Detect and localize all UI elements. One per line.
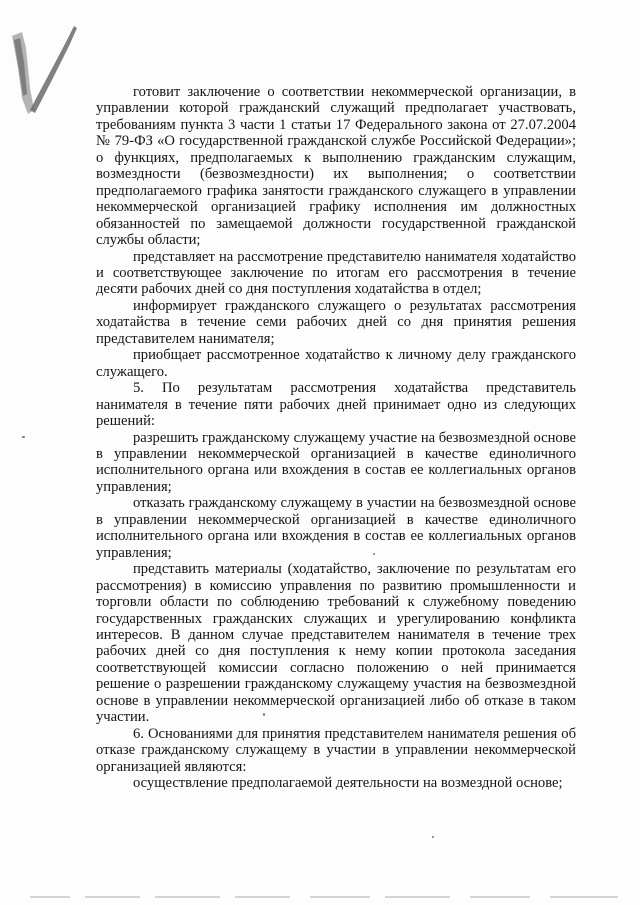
paragraph-item-6: 6. Основаниями для принятия представителем нанимателя решения об отказе гражданскому служащему в участии в управлении некоммерческой организацией являются: bbox=[96, 725, 576, 775]
paragraph-item-5: 5. По результатам рассмотрения ходатайства представитель нанимателя в течение пяти рабочих дней принимает одно из следующих решений: bbox=[96, 380, 576, 430]
scan-artifact-mark bbox=[8, 18, 88, 118]
scan-speck bbox=[263, 713, 265, 716]
paragraph-permit: разрешить гражданскому служащему участие на безвозмездной основе в управлении некоммерческой организацией в качестве единоличного исполнительного органа или вхождения в состав ее коллегиальных органов управления; bbox=[96, 429, 576, 495]
scan-speck bbox=[373, 553, 375, 555]
paragraph-refuse: отказать гражданскому служащему в участии на безвозмездной основе в управлении некоммерческой организацией в качестве единоличного исполнительного органа или вхождения в состав ее коллегиальных органов управления; bbox=[96, 495, 576, 561]
scan-speck bbox=[432, 836, 434, 838]
paragraph-conclusion: готовит заключение о соответствии некоммерческой организации, в управлении которой гражданский служащий предполагает участвовать, требованиям пункта 3 части 1 статьи 17 Федерального закона от 27.07.2004 № 79-ФЗ «О государственной гражданской службе Российской Федерации»; о функциях, предполагаемых к выполнению гражданским служащим, возмездности (безвозмездности) их выполнения; о соответствии предполагаемого графика занятости гражданского служащего в управлении некоммерческой организацией графику исполнения им должностных обязанностей по замещаемой должности государственной гражданской службы области; bbox=[96, 84, 576, 249]
scan-speck bbox=[22, 436, 25, 438]
paragraph-attach-to-file: приобщает рассмотренное ходатайство к личному делу гражданского служащего. bbox=[96, 347, 576, 380]
paragraph-inform-employee: информирует гражданского служащего о результатах рассмотрения ходатайства в течение семи рабочих дней со дня принятия решения представителем нанимателя; bbox=[96, 297, 576, 347]
paragraph-paid-basis: осуществление предполагаемой деятельности на возмездной основе; bbox=[133, 775, 563, 792]
paragraph-submit-petition: представляет на рассмотрение представителю нанимателя ходатайство и соответствующее заключение по итогам его рассмотрения в течение десяти рабочих дней со дня поступления ходатайства в отдел; bbox=[96, 248, 576, 298]
document-body bbox=[96, 84, 576, 791]
scan-edge-dashes bbox=[30, 895, 620, 899]
paragraph-submit-to-commission: представить материалы (ходатайство, заключение по результатам его рассмотрения) в комиссию управления по развитию промышленности и торговли области по соблюдению требований к служебному поведению государственных гражданских служащих и урегулированию конфликта интересов. В данном случае представителем нанимателя в течение трех рабочих дней со дня поступления к нему копии протокола заседания соответствующей комиссии согласно положению о ней принимается решение о разрешении гражданскому служащему участия на безвозмездной основе в управлении некоммерческой организацией либо об отказе в таком участии. bbox=[96, 561, 576, 726]
